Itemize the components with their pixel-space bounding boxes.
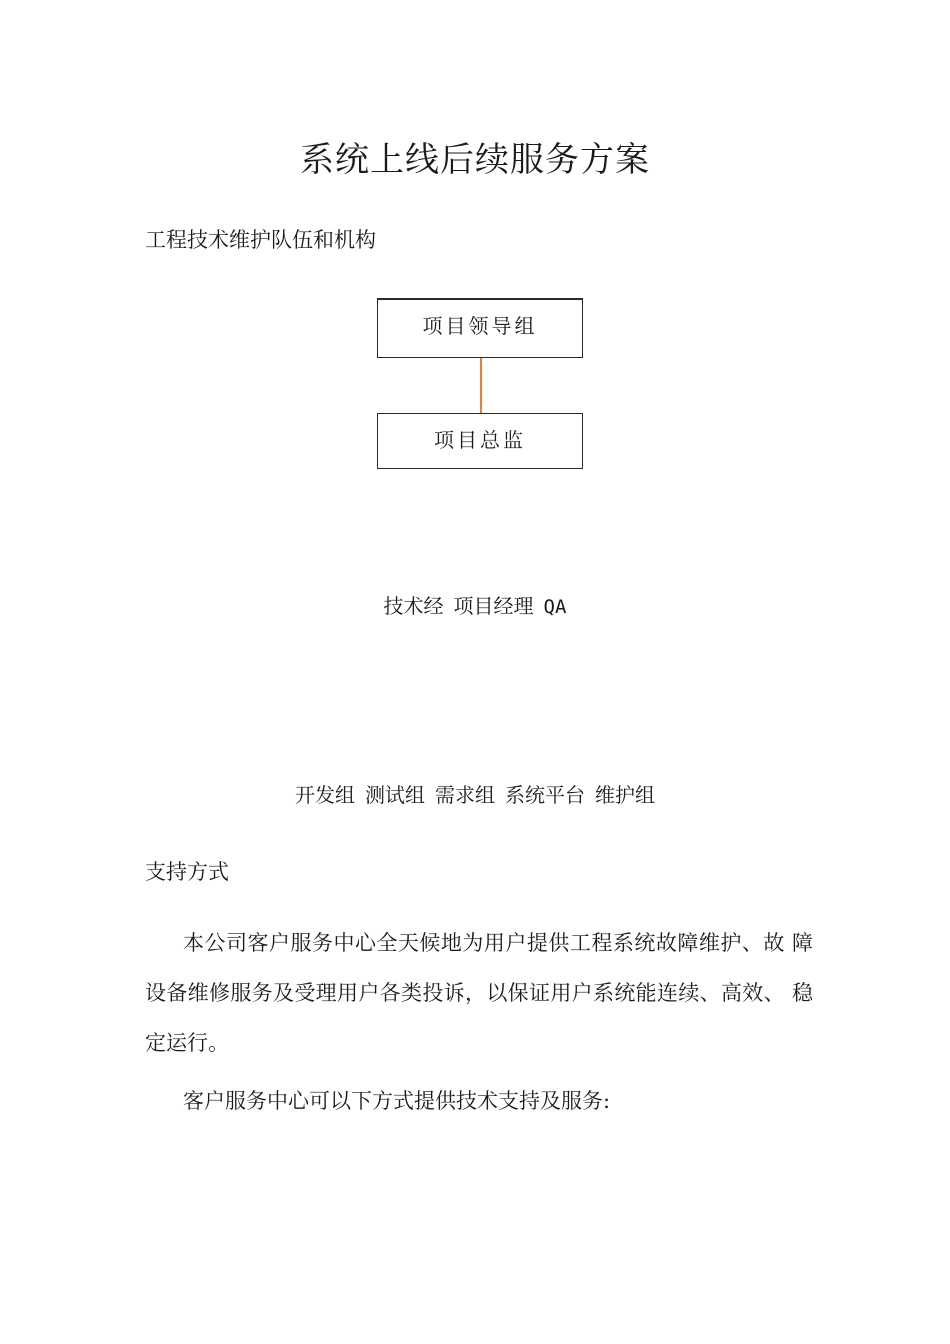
section-heading-support: 支持方式 <box>145 860 229 884</box>
org-node-test-group: 测试组 <box>365 783 425 807</box>
org-row-level-3 <box>0 779 950 808</box>
paragraph-line: 本公司客户服务中心全天候地为用户提供工程系统故障维护、故 障 <box>183 931 813 955</box>
org-node-system-platform: 系统平台 <box>505 783 585 807</box>
org-node-qa: QA <box>543 596 567 618</box>
org-node-dev-group: 开发组 <box>295 783 355 807</box>
paragraph-line: 设备维修服务及受理用户各类投诉，以保证用户系统能连续、高效、 稳 <box>145 981 813 1005</box>
org-node-requirements-group: 需求组 <box>435 783 495 807</box>
org-node-project-manager: 项目经理 <box>453 594 534 618</box>
org-connector-line <box>480 358 482 413</box>
page-title: 系统上线后续服务方案 <box>300 140 650 180</box>
paragraph-service-center <box>145 918 813 1068</box>
org-node-tech-manager: 技术经 <box>383 594 444 618</box>
section-heading-team: 工程技术维护队伍和机构 <box>145 228 376 252</box>
paragraph-line: 定运行。 <box>145 1031 229 1055</box>
org-box-leader-group: 项目领导组 <box>377 298 583 358</box>
org-box-project-director: 项目总监 <box>377 413 583 469</box>
org-node-maintenance-group: 维护组 <box>595 783 655 807</box>
paragraph-line: 客户服务中心可以下方式提供技术支持及服务: <box>183 1089 611 1113</box>
paragraph-support-methods <box>145 1076 813 1126</box>
org-row-level-2 <box>0 590 950 619</box>
